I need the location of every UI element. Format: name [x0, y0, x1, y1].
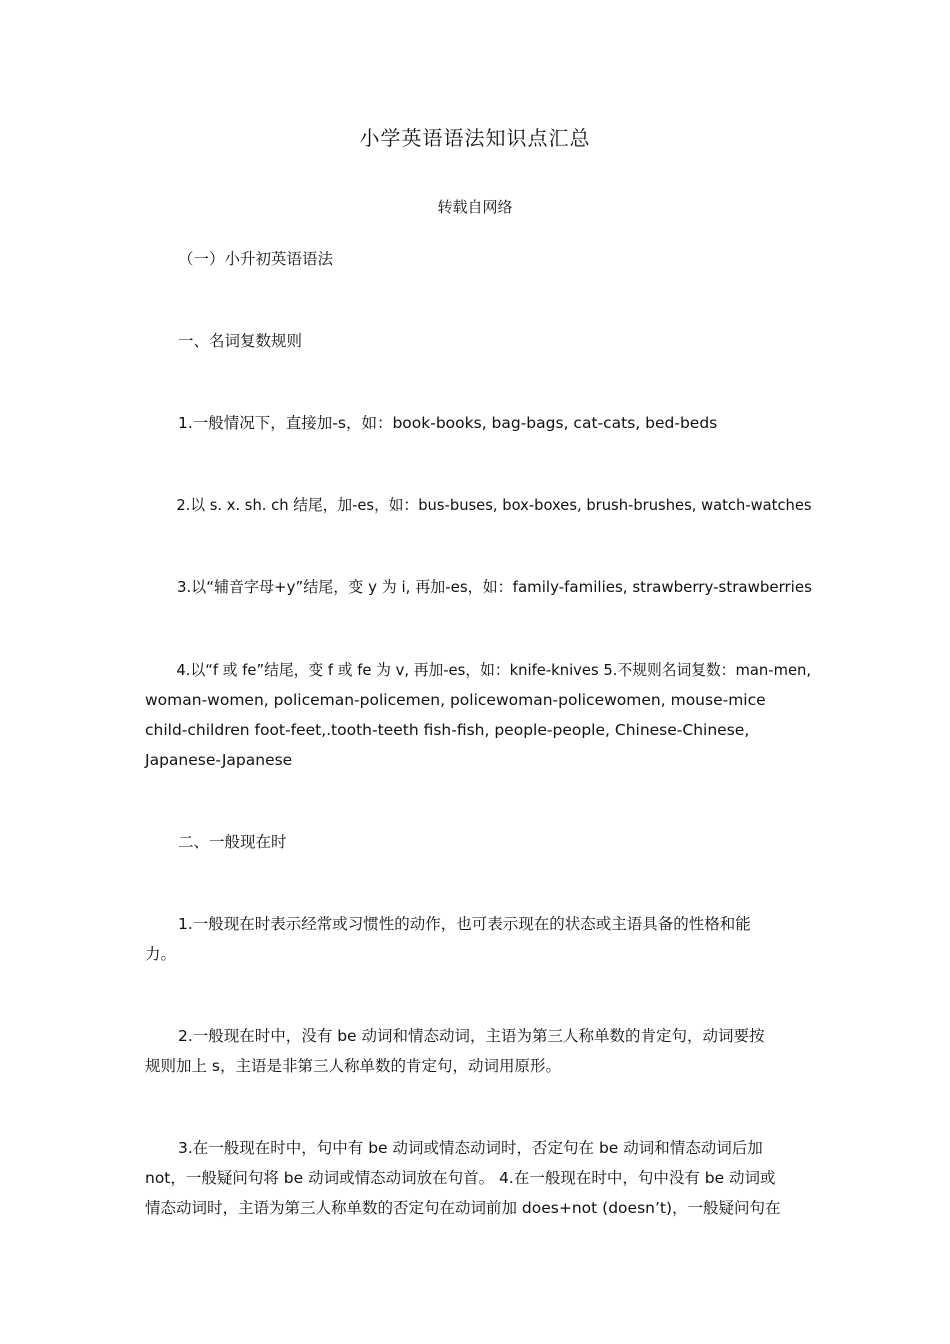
part1-rule2	[145, 490, 813, 520]
part1-rule4	[145, 655, 813, 775]
section-heading: （一）小升初英语语法	[178, 250, 334, 268]
document-title: 小学英语语法知识点汇总	[359, 126, 591, 150]
paragraph-line: child-children foot-feet,.tooth-teeth fish-fish, people-people, Chinese-Chinese,	[145, 721, 750, 739]
paragraph-line: not，一般疑问句将 be 动词或情态动词放在句首。 4.在一般现在时中，句中没有 be 动词或	[145, 1169, 776, 1187]
paragraph-line: 2.以 s. x. sh. ch 结尾，加-es，如：bus-buses, box-boxes, brush-brushes, watch-watches	[176, 496, 812, 514]
document-subtitle: 转载自网络	[437, 198, 513, 216]
part2-rule1	[145, 909, 813, 969]
paragraph-line: 情态动词时，主语为第三人称单数的否定句在动词前加 does+not (doesn’t)，一般疑问句在	[145, 1199, 781, 1217]
part2-heading: 二、一般现在时	[178, 833, 287, 851]
paragraph-line: 力。	[145, 945, 177, 963]
part1-heading: 一、名词复数规则	[178, 332, 303, 350]
paragraph-line: Japanese-Japanese	[145, 751, 293, 769]
part2-rule3	[145, 1133, 813, 1223]
paragraph-line: 1.一般现在时表示经常或习惯性的动作，也可表示现在的状态或主语具备的性格和能	[178, 915, 751, 933]
paragraph-line: woman-women, policeman-policemen, policewoman-policewomen, mouse-mice	[145, 691, 766, 709]
paragraph-line: 1.一般情况下，直接加-s，如：book-books, bag-bags, cat-cats, bed-beds	[178, 414, 718, 432]
paragraph-line: 3.以“辅音字母+y”结尾，变 y 为 i, 再加-es，如：family-families, strawberry-strawberries	[176, 578, 812, 596]
part2-rule2	[145, 1021, 813, 1081]
part1-rule3	[145, 572, 813, 602]
paragraph-line: 3.在一般现在时中，句中有 be 动词或情态动词时，否定句在 be 动词和情态动词后加	[178, 1139, 763, 1157]
paragraph-line: 规则加上 s，主语是非第三人称单数的肯定句，动词用原形。	[145, 1057, 562, 1075]
part1-rule1	[145, 408, 813, 438]
paragraph-line: 2.一般现在时中，没有 be 动词和情态动词，主语为第三人称单数的肯定句，动词要按	[178, 1027, 765, 1045]
paragraph-line: 4.以“f 或 fe”结尾，变 f 或 fe 为 v, 再加-es，如：knife-knives 5.不规则名词复数：man-men,	[176, 661, 812, 679]
